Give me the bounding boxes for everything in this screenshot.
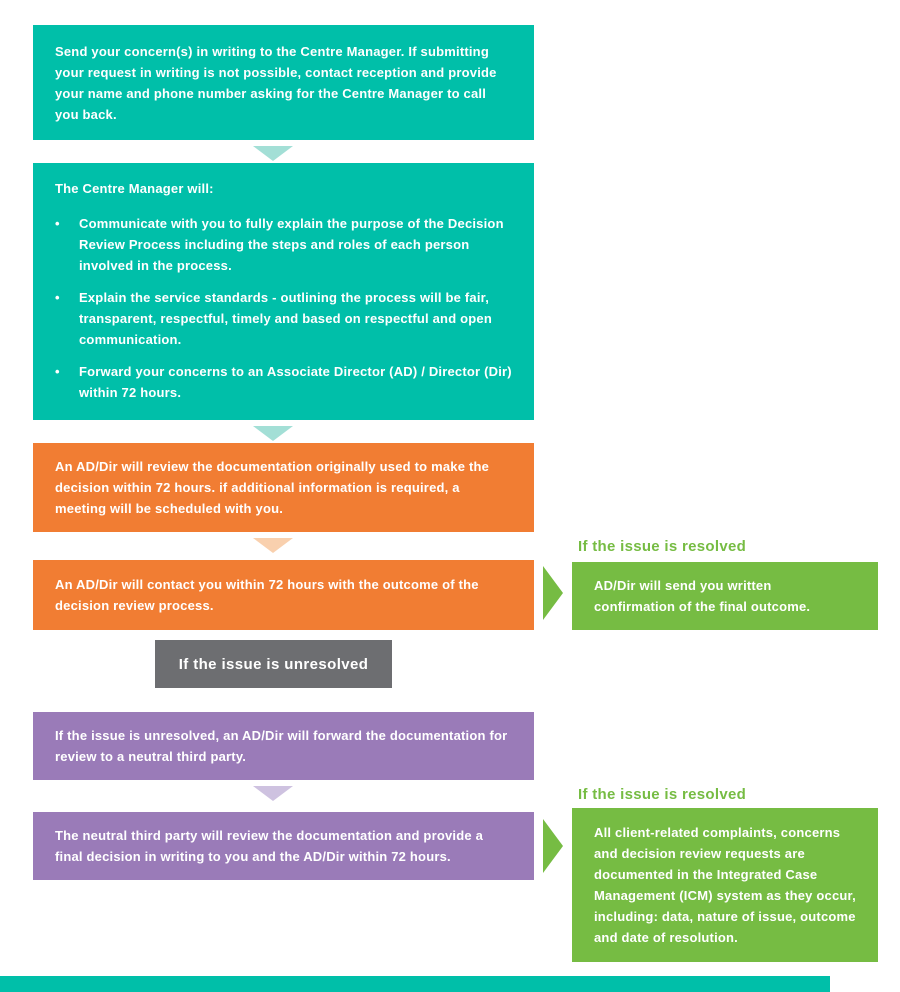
bullet-text: Communicate with you to fully explain the purpose of the Decision Review Process including the steps and roles of each person involved in the process. <box>79 216 504 273</box>
step-submit-concern-text: Send your concern(s) in writing to the Centre Manager. If submitting your request in writing is not possible, contact reception and provide your name and phone number asking for the Centre Manager to call you back. <box>55 44 497 122</box>
bullet-icon <box>55 213 79 276</box>
unresolved-badge <box>155 640 392 688</box>
resolved-confirmation-text: AD/Dir will send you written confirmation of the final outcome. <box>594 578 811 614</box>
step-ad-contact-text: An AD/Dir will contact you within 72 hours with the outcome of the decision review process. <box>55 577 479 613</box>
arrow-right-icon <box>543 566 563 620</box>
centre-manager-intro: The Centre Manager will: <box>55 181 214 196</box>
step-ad-review-box <box>33 443 534 532</box>
step-submit-concern-box <box>33 25 534 140</box>
arrow-down-icon <box>253 538 293 553</box>
step-forward-third-party-text: If the issue is unresolved, an AD/Dir will forward the documentation for review to a neutral third party. <box>55 728 508 764</box>
bullet-icon <box>55 287 79 350</box>
list-item <box>55 287 512 350</box>
arrow-down-icon <box>253 786 293 801</box>
bullet-text: Explain the service standards - outlining the process will be fair, transparent, respectful, timely and based on respectful and open communication. <box>79 290 493 347</box>
step-forward-third-party-box <box>33 712 534 780</box>
step-ad-review-text: An AD/Dir will review the documentation originally used to make the decision within 72 hours. if additional information is required, a meeting will be scheduled with you. <box>55 459 490 516</box>
step-third-party-decision-text: The neutral third party will review the documentation and provide a final decision in writing to you and the AD/Dir within 72 hours. <box>55 828 484 864</box>
icm-documentation-box <box>572 808 878 962</box>
arrow-down-icon <box>253 426 293 441</box>
step-third-party-decision-box <box>33 812 534 880</box>
arrow-down-icon <box>253 146 293 161</box>
resolved-branch-label: If the issue is resolved <box>578 786 747 803</box>
arrow-right-icon <box>543 819 563 873</box>
footer-bar <box>0 976 830 992</box>
resolved-confirmation-box <box>572 562 878 630</box>
icm-documentation-text: All client-related complaints, concerns and decision review requests are documented in the Integrated Case Management (ICM) system as they occur, including: data, nature of issue, outcome and date of resolution. <box>594 825 856 945</box>
step-ad-contact-box <box>33 560 534 630</box>
bullet-icon <box>55 361 79 403</box>
list-item <box>55 361 512 403</box>
bullet-text: Forward your concerns to an Associate Director (AD) / Director (Dir) within 72 hours. <box>79 364 512 400</box>
resolved-branch-label: If the issue is resolved <box>578 538 747 555</box>
unresolved-badge-text: If the issue is unresolved <box>178 655 369 673</box>
step-centre-manager-box <box>33 163 534 420</box>
list-item <box>55 213 512 276</box>
